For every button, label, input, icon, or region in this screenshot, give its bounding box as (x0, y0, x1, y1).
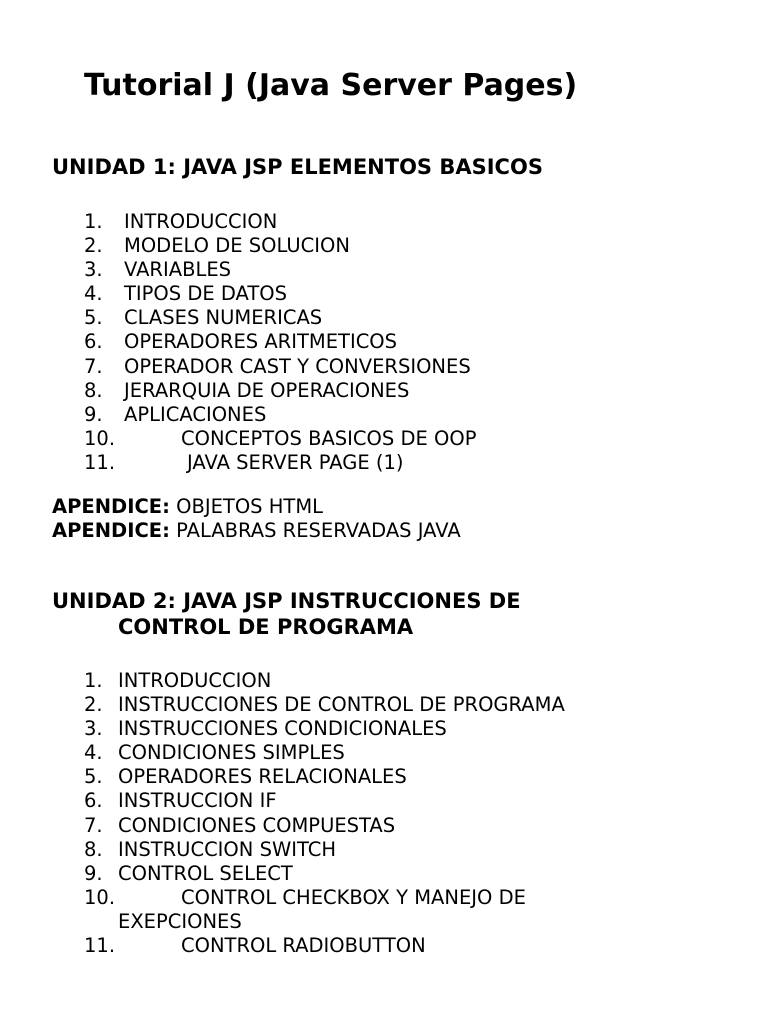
unit-2-heading-line-2: CONTROL DE PROGRAMA (118, 615, 414, 639)
unit-2-heading (52, 588, 521, 640)
toc-item (84, 669, 565, 693)
item-label: OPERADORES ARITMETICOS (124, 330, 398, 354)
toc-item (84, 355, 476, 379)
item-number: 9. (84, 402, 103, 426)
item-label: INTRODUCCION (118, 669, 272, 692)
toc-item (84, 814, 565, 838)
toc-item (84, 934, 565, 958)
item-label: INSTRUCCIONES DE CONTROL DE PROGRAMA (118, 693, 565, 717)
item-label: INSTRUCCIONES CONDICIONALES (118, 717, 447, 741)
item-label: CONTROL CHECKBOX Y MANEJO DE (181, 885, 526, 909)
item-number: 8. (84, 378, 103, 402)
unit-1-toc (84, 210, 476, 475)
toc-item (84, 427, 476, 451)
toc-item (84, 258, 476, 282)
appendix-text: OBJETOS HTML (176, 495, 324, 518)
item-number: 2. (84, 234, 103, 258)
item-number: 1. (84, 669, 103, 692)
item-label: JERARQUIA DE OPERACIONES (124, 378, 410, 402)
item-number: 10. (84, 885, 116, 909)
toc-item (84, 451, 476, 475)
appendix-line (52, 519, 461, 543)
item-number: 5. (84, 765, 103, 789)
item-label: INSTRUCCION IF (118, 789, 277, 813)
toc-item (84, 379, 476, 403)
item-label: APLICACIONES (124, 402, 267, 426)
item-label: MODELO DE SOLUCION (124, 234, 350, 258)
item-number: 2. (84, 693, 103, 717)
item-number: 6. (84, 330, 103, 354)
unit-1-heading: UNIDAD 1: JAVA JSP ELEMENTOS BASICOS (52, 155, 543, 179)
toc-item (84, 234, 476, 258)
toc-item (84, 886, 565, 934)
item-label: CLASES NUMERICAS (124, 306, 323, 330)
item-label: CONTROL SELECT (118, 861, 293, 885)
toc-item (84, 862, 565, 886)
item-number: 10. (84, 426, 116, 450)
unit-2-toc (84, 669, 565, 958)
unit-2-heading-line-1: UNIDAD 2: JAVA JSP INSTRUCCIONES DE (52, 589, 521, 613)
toc-item (84, 693, 565, 717)
appendix-prefix: APENDICE: (52, 495, 170, 518)
item-label: CONCEPTOS BASICOS DE OOP (181, 426, 477, 450)
item-number: 3. (84, 258, 103, 282)
item-number: 8. (84, 837, 103, 861)
toc-item (84, 330, 476, 354)
toc-item (84, 306, 476, 330)
item-label: CONDICIONES SIMPLES (118, 741, 345, 765)
item-number: 3. (84, 717, 103, 741)
item-label: INSTRUCCION SWITCH (118, 837, 337, 861)
toc-item (84, 838, 565, 862)
item-number: 9. (84, 861, 103, 885)
item-label: JAVA SERVER PAGE (1) (187, 450, 404, 474)
item-number: 1. (84, 210, 103, 233)
toc-item (84, 765, 565, 789)
toc-item (84, 282, 476, 306)
item-label: VARIABLES (124, 258, 232, 282)
item-number: 11. (84, 934, 116, 958)
item-label: OPERADOR CAST Y CONVERSIONES (124, 354, 471, 378)
toc-item (84, 789, 565, 813)
item-number: 6. (84, 789, 103, 813)
toc-item (84, 403, 476, 427)
item-label: INTRODUCCION (124, 210, 278, 233)
item-label: OPERADORES RELACIONALES (118, 765, 407, 789)
document-title: Tutorial J (Java Server Pages) (84, 68, 578, 103)
item-number: 11. (84, 450, 116, 474)
toc-item (84, 717, 565, 741)
item-label: CONTROL RADIOBUTTON (181, 934, 426, 958)
item-number: 4. (84, 282, 103, 306)
appendix-text: PALABRAS RESERVADAS JAVA (176, 519, 461, 542)
item-number: 7. (84, 354, 103, 378)
item-number: 5. (84, 306, 103, 330)
toc-item (84, 741, 565, 765)
toc-item (84, 210, 476, 234)
item-label: TIPOS DE DATOS (124, 282, 288, 306)
appendix-prefix: APENDICE: (52, 519, 170, 542)
item-number: 4. (84, 741, 103, 765)
appendix-line (52, 495, 323, 519)
item-label: CONDICIONES COMPUESTAS (118, 813, 396, 837)
item-label-continuation: EXEPCIONES (118, 909, 242, 933)
item-number: 7. (84, 813, 103, 837)
